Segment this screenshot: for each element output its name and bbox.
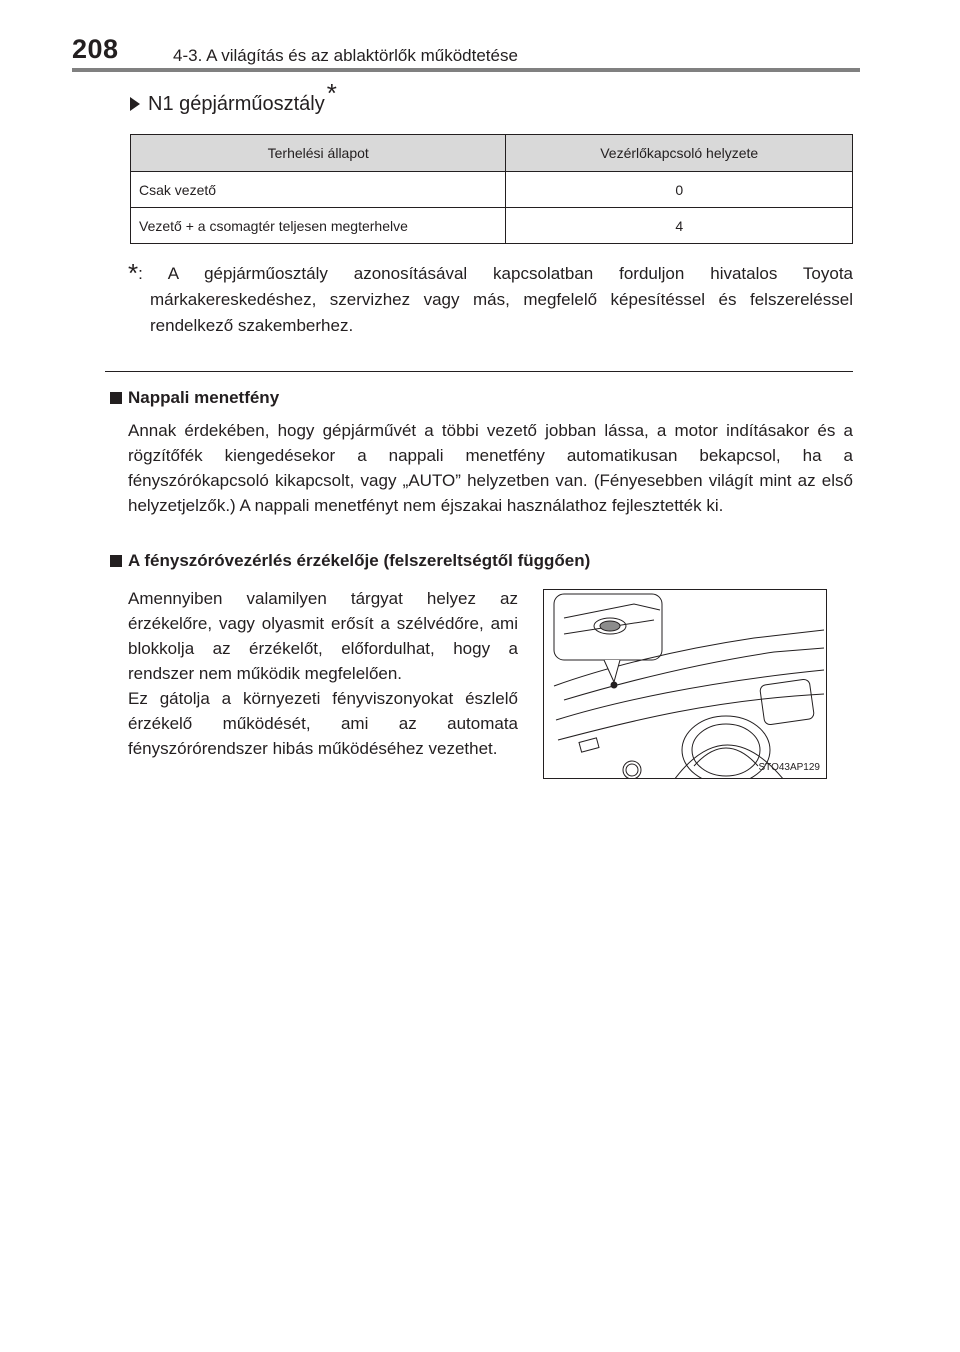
section-heading-sensor — [110, 551, 590, 571]
daytime-lights-paragraph: Annak érdekében, hogy gépjárművét a többi vezető jobban lássa, a motor indításakor és a rögzítőfék kiengedésekor a nappali menetfény automatikusan bekapcsol, ha a fényszórókapcsoló kikapcsolt, vagy „AUTO” helyzetben van. (Fényesebben világít mint az első helyzetjelzők.) A nappali menetfényt nem éjszakai használathoz fejlesztették ki. — [128, 421, 853, 515]
table-cell: Csak vezető — [131, 172, 506, 208]
footnote — [128, 257, 853, 339]
table-cell: Vezető + a csomagtér teljesen megterhelve — [131, 208, 506, 244]
table-header-cell: Vezérlőkapcsoló helyzete — [506, 135, 853, 172]
sensor-paragraph-part2: Ez gátolja a környezeti fényviszonyokat észlelő érzékelő működését, ami az automata fényszórórendszer hibás működéséhez vezethet. — [128, 689, 518, 758]
load-table — [130, 134, 853, 244]
sensor-illustration — [543, 589, 827, 779]
sensor-paragraph-part1: Amennyiben valamilyen tárgyat helyez az érzékelőre, vagy olyasmit erősít a szélvédőre, ami blokkolja az érzékelőt, előfordulhat, hogy a rendszer nem működik megfelelően. — [128, 589, 518, 683]
subsection-title — [130, 78, 337, 117]
illustration-code: STO43AP129 — [758, 762, 820, 773]
page-number: 208 — [72, 34, 119, 64]
table-cell: 4 — [506, 208, 853, 244]
header-rule — [72, 68, 860, 72]
dashboard-sensor-drawing — [544, 590, 827, 779]
square-bullet-icon — [110, 392, 122, 404]
section-heading-label: A fényszóróvezérlés érzékelője (felszereltségtől függően) — [128, 551, 591, 570]
section-heading-label: Nappali menetfény — [128, 388, 280, 407]
footnote-marker: * — [128, 258, 139, 288]
table-cell: 0 — [506, 172, 853, 208]
footnote-text: : A gépjárműosztály azonosításával kapcsolatban forduljon hivatalos Toyota márkakereskedéshez, szervizhez vagy más, megfelelő képesítéssel és felszereléssel rendelkező szakemberhez. — [138, 264, 853, 335]
header-title: 4-3. A világítás és az ablaktörlők működtetése — [173, 46, 518, 65]
sensor-paragraph — [128, 586, 518, 761]
square-bullet-icon — [110, 555, 122, 567]
table-header-row — [131, 135, 853, 172]
section-heading-daytime-lights — [110, 388, 279, 408]
table-header-cell: Terhelési állapot — [131, 135, 506, 172]
triangle-bullet-icon — [130, 97, 140, 111]
section-divider — [105, 371, 853, 372]
subsection-label: N1 gépjárműosztály — [148, 93, 325, 115]
table-row — [131, 208, 853, 244]
table-row — [131, 172, 853, 208]
asterisk-marker: * — [326, 78, 337, 108]
